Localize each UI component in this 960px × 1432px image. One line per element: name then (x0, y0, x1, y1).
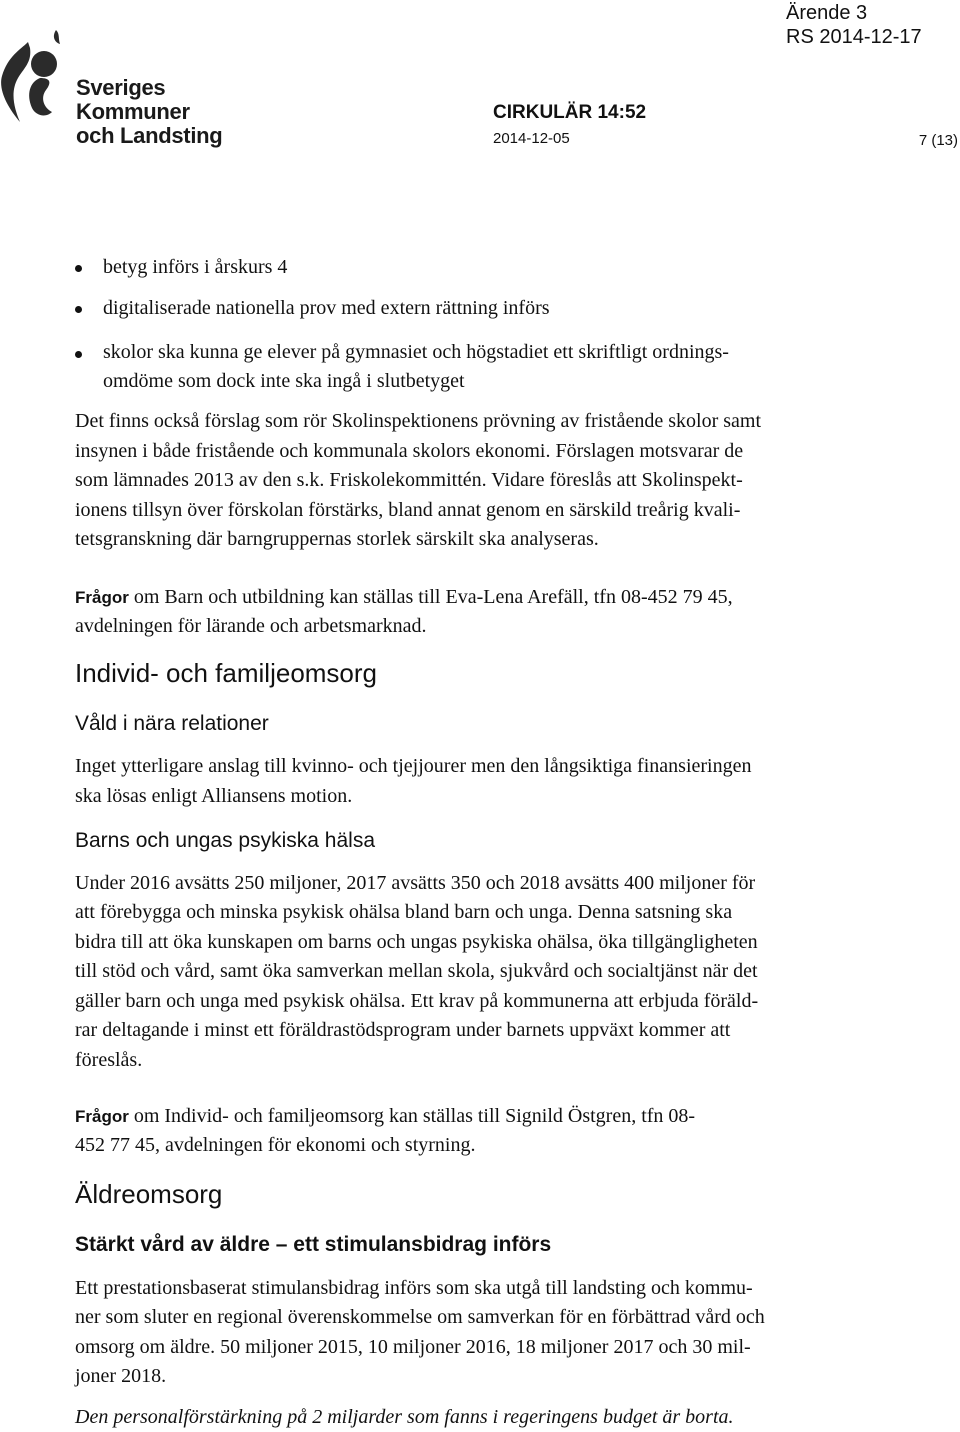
section-heading: Äldreomsorg (75, 1179, 223, 1209)
text-line: som lämnades 2013 av den s.k. Friskolekommittén. Vidare föreslås att Skolinspekt- (75, 469, 743, 491)
text-line: Under 2016 avsätts 250 miljoner, 2017 avsätts 350 och 2018 avsätts 400 miljoner för (75, 872, 756, 894)
text-line: ionens tillsyn över förskolan förstärks, bland annat genom en särskild treårig kvali- (75, 499, 741, 521)
subsection-heading: Stärkt vård av äldre – ett stimulansbidrag införs (75, 1233, 552, 1256)
text-line: 452 77 45, avdelningen för ekonomi och styrning. (75, 1134, 476, 1156)
text-line: avdelningen för lärande och arbetsmarknad. (75, 615, 427, 637)
skl-emblem-icon (0, 22, 72, 134)
arende-label: Ärende 3 (786, 2, 868, 24)
text-line: att förebygga och minska psykisk ohälsa bland barn och unga. Denna satsning ska (75, 901, 733, 923)
text-line: föreslås. (75, 1049, 143, 1071)
logo-text (76, 76, 222, 148)
italic-note: Den personalförstärkning på 2 miljarder som fanns i regeringens budget är borta. (75, 1406, 734, 1428)
rs-date: RS 2014-12-17 (786, 26, 922, 48)
bullet-icon (75, 351, 82, 358)
circular-title: CIRKULÄR 14:52 (493, 102, 647, 123)
text-line: omsorg om äldre. 50 miljoner 2015, 10 miljoner 2016, 18 miljoner 2017 och 30 mil- (75, 1336, 751, 1358)
subsection-heading: Barns och ungas psykiska hälsa (75, 829, 375, 852)
section-heading: Individ- och familjeomsorg (75, 658, 378, 688)
text-line: Inget ytterligare anslag till kvinno- och tjejjourer men den långsiktiga finansieringen (75, 755, 752, 777)
text-line: bidra till att öka kunskapen om barns och ungas psykiska ohälsa, öka tillgängligheten (75, 931, 758, 953)
subsection-heading: Våld i nära relationer (75, 712, 269, 735)
text-line: insynen i både fristående och kommunala skolors ekonomi. Förslagen motsvarar de (75, 440, 744, 462)
text-line: tetsgranskning där barngruppernas storlek särskilt ska analyseras. (75, 528, 599, 550)
questions-label: Frågor (75, 1107, 129, 1126)
logo-line: Sveriges (76, 75, 166, 100)
text-line: Det finns också förslag som rör Skolinspektionens prövning av fristående skolor samt (75, 410, 761, 432)
questions-label: Frågor (75, 588, 129, 607)
bullet-text: betyg införs i årskurs 4 (103, 256, 288, 278)
logo-line: Kommuner (76, 99, 190, 124)
bullet-icon (75, 265, 82, 272)
text-line: gäller barn och unga med psykisk ohälsa. Ett krav på kommunerna att erbjuda föräld- (75, 990, 759, 1012)
text-line: ska lösas enligt Alliansens motion. (75, 785, 353, 807)
text-line: till stöd och vård, samt öka samverkan mellan skola, sjukvård och socialtjänst när det (75, 960, 758, 982)
text-line: joner 2018. (75, 1365, 167, 1387)
text-line: Ett prestationsbaserat stimulansbidrag införs som ska utgå till landsting och kommu- (75, 1277, 753, 1299)
text-line: rar deltagande i minst ett föräldrastödsprogram under barnets uppväxt kommer att (75, 1019, 731, 1041)
circular-date: 2014-12-05 (493, 130, 570, 147)
page-number: 7 (13) (918, 132, 958, 149)
logo (0, 22, 230, 148)
bullet-text: omdöme som dock inte ska ingå i slutbetyget (103, 370, 465, 392)
logo-line: och Landsting (76, 123, 223, 148)
bullet-icon (75, 306, 82, 313)
bullet-text: skolor ska kunna ge elever på gymnasiet och högstadiet ett skriftligt ordnings- (103, 341, 729, 363)
text-line: om Individ- och familjeomsorg kan ställas till Signild Östgren, tfn 08- (128, 1105, 696, 1127)
text-line: om Barn och utbildning kan ställas till Eva-Lena Arefäll, tfn 08-452 79 45, (128, 586, 733, 608)
bullet-text: digitaliserade nationella prov med extern rättning införs (103, 297, 550, 319)
text-line: ner som sluter en regional överenskommelse om samverkan för en förbättrad vård och (75, 1306, 765, 1328)
